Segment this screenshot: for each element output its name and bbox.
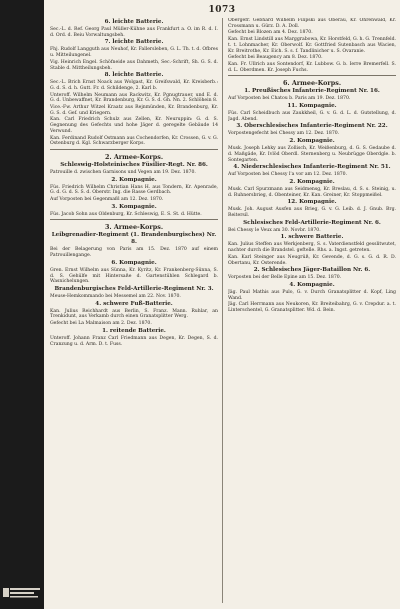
column-divider <box>222 18 223 603</box>
unit-heading: 4. Kompagnie. <box>289 281 335 288</box>
unit-heading: 4. Niederschlesisches Infanterie-Regiment Nr. 51. <box>233 164 391 171</box>
entry-text: Auf Vorposten bei Chatou b. Paris am 19. Dez. 1870. <box>228 96 351 102</box>
entry-text: Obergefr. Gebhard Wilhelm Filipski aus Oberau, Kr. Ohrenwald, Kr. Crossmann u. Gürz. D. A. Doll. <box>228 18 396 29</box>
right-column <box>228 18 396 605</box>
entry-text: Auf Vorposten bei Chessy l'a vor am 12. Dez. 1870. <box>228 172 348 178</box>
entry-text: Unteroff. Johann Franz Carl Friedmann aus Degen, Kr. Degen, S. d. Cranzung u. d. Arm. D. t. Fuss. <box>50 335 218 347</box>
unit-heading: 6. leichte Batterie. <box>104 19 164 25</box>
unit-heading: 6. Kompagnie. <box>111 259 157 266</box>
entry-text: Bei Chessy le Veux am 30. Novbr. 1870. <box>228 227 321 233</box>
entry-text: Kan. Fr. Ullrich aus Sontendorf, Kr. Lubbow. G. b. Ierre Bremerfell. S. d. L. Oberdmen. Kr. Joseph Fuchs. <box>228 61 396 73</box>
unit-heading: Schleswig-Holsteinisches Füsilier-Regt. Nr. 86. <box>60 161 208 168</box>
unit-heading: 3. Kompagnie. <box>111 203 157 210</box>
section-divider <box>50 219 218 220</box>
entry-text: Sec.-L. d. Ref. Georg Paul Müller-Kühne aus Frankfurt a. O. im R. d. I. d. Ord. d. Beiu Vorwaltungsbeh. <box>50 27 218 38</box>
entry-text: Kan. Karl Steinger aus Neugrüß, Kr. Gevende, d. G. s. G. d. R. D. Obertanu, Kr. Osterende. <box>228 254 396 266</box>
entry-text: Gren. Ernst Wilhelm aus Sünna, Kr. Kyritz, Kr. Frankenberg-Sünna, S. d. S. Gehülfe mit Hintersaße d. Gartenstühlen Schlegard b. Wasnichelungen. <box>50 267 218 285</box>
unit-heading: Brandenburgisches Feld-Artillerie-Regiment Nr. 3. <box>54 285 214 292</box>
entry-text: Vice.-Fw. Arthur Witzel Kraatz aus Rejnmünden, Kr. Brandenburg, Kr. G. S. d. Gef. und Kriegern. <box>50 105 218 116</box>
unit-heading: 1. schwere Batterie. <box>280 234 344 241</box>
entry-text: Jäg. Carl Herrmann aus Neukoren, Kr. Breiteibahrg, G. v. Crepdur. a. t. Linterschentel, G. Granatsplitter. Wd. d. Bein. <box>228 302 396 314</box>
library-stamp-logo <box>2 585 42 601</box>
corps-heading: 6. Armee-Korps. <box>282 79 342 88</box>
entry-text: Füs. Friedrich Wilhelm Christian Hans H. aus Tondern, Kr. Apenrade, G. d. G. d. S. S. d. Oberstr. Ing. die Rasse Gerdbach. <box>50 184 218 196</box>
entry-text: Kan. Julius Reichhardt aus Berlin, S. Franz. Mann. Ruhlar, an Trenkidunt, aus Verkamb durch einen Granatsplitter Werg. <box>50 308 218 320</box>
entry-text: Kan. Julius Steffen aus Werkjenberg, S. s. Vaterdienstfeld gesslitwutet, nachter durch die Brandstel. geftelle. Rhs. a. Ingst. getreten. <box>228 242 396 254</box>
unit-heading: 2. Kompagnie. <box>289 178 335 185</box>
unit-heading: 2. Schlesisches Jäger-Bataillon Nr. 6. <box>253 267 371 274</box>
left-column <box>50 18 218 605</box>
entry-text: Vorpostengefecht bei Chessy am 12. Dez. 1870. <box>228 131 340 137</box>
unit-heading: 2. Kompagnie. <box>111 176 157 183</box>
entry-text: Kan. Ferdinand Rudolf Ostmann aus Cochendorfen, Kr. Crossen, G. v. G. Ostenburg d. Kgl. Schwarzberger Korps. <box>50 135 218 147</box>
entry-text: Kan. Carl Friedrich Schulz aus Zellen, Kr. Neuruppin: G. d. S. Gegnenung des Gefechts und hohe Jäger d. geregelte Gebäude 14 Verwund. <box>50 117 218 134</box>
entry-text: Gefecht bei Beaugency am 8. Dez. 1870. <box>228 55 323 61</box>
entry-text: Unteroff. Wilhelm Neumann aus Rackwitz, Kr. Pgnugtrauer, und E. d. G. d. Unbewaffnet, Kr. Brandenburg, Kr. G. S. d. Gh. Nn. 2. Schlöhein 8. <box>50 92 218 104</box>
document-page <box>44 0 400 609</box>
entry-text: Bei der Belagerung von Paris am 15. Dez. 1870 auf einem Patrouillengange. <box>50 247 218 259</box>
entry-text: Füs. Carl Scheidbuch aus Zaukkheil, G. v. G. d. L. d. Gutstellung, d. Jagd. Abend. <box>228 111 396 122</box>
unit-heading: 3. Oberschlesisches Infanterie-Regiment Nr. 22. <box>236 123 388 130</box>
section-divider <box>228 75 396 76</box>
unit-heading: 8. leichte Batterie. <box>104 72 164 79</box>
entry-text: Sec.-L. Brich Ernst Noack aus Wolgast, Kr. Greifswald, Kr. Kreisberb.: G. d. S. d. h. Gutt. Fr. d. Schildenge, 2. Karl b. <box>50 80 218 91</box>
unit-heading: 1. Preußisches Infanterie-Regiment Nr. 16. <box>244 88 380 95</box>
entry-text: Patrouille d. zwischen Garnisons und Vegen am 19. Dez. 1870. <box>50 169 196 175</box>
unit-heading: Schlesisches Feld-Artillerie-Regiment Nr. 6. <box>243 219 381 226</box>
entry-text: Musk. Carl Spurzmann aus Seidmensg, Kr. Breslau, d. S. s. Steinig, u. d. Ruhnersbrieg, d. Obenteiner, Kr. Kan. Greiner, Kr. Stoppmeißel. <box>228 186 396 198</box>
corps-heading: 3. Armee-Korps. <box>104 223 164 232</box>
unit-heading: Leibgrenadier-Regiment (1. Brandenburgisches) Nr. 8. <box>51 232 217 246</box>
corps-heading: 2. Armee-Korps. <box>104 152 164 161</box>
unit-heading: 4. schwere Fuß-Batterie. <box>95 300 173 307</box>
entry-text: Musk. Joseph Lehky aus Zollisch, Kr. Weißenburg, d. G. S. Gedaube d. d. Maßgäde, Kr. Ivlöd Oberdl. Sternenberg u. Neubrügge Oberdgle. b. Sontegarten. <box>228 146 396 163</box>
page-number: 1073 <box>208 5 236 15</box>
unit-heading: 1. reitende Batterie. <box>102 327 166 334</box>
entry-text: Jäg. Paul Mathis aus Pulo, G. v. Durch Granatsplitter d. Kopf, Ling Wand. <box>228 289 396 301</box>
section-divider <box>50 149 218 150</box>
unit-heading: 12. Kompagnie. <box>287 199 337 206</box>
unit-heading: 2. Kompagnie. <box>289 138 335 145</box>
entry-text: Füs. Jacob Sohn aus Oldenburg, Kr. Schleswig, E. S. St. d. Hütte. <box>50 211 202 217</box>
entry-text: Musk. Joh. August Ausfen aus Brieg, G. v. G. Leib. d. J. Gnub. Brg. Reitersil. <box>228 207 396 219</box>
unit-heading: 7. leichte Batterie. <box>104 39 164 46</box>
entry-text: Gefecht bei Blozen am 4. Dez. 1870. <box>228 30 313 36</box>
entry-text: Vorposten bei der Belle Epine am 15. Dez. 1870. <box>228 275 342 281</box>
unit-heading: 11. Kompagnie. <box>287 103 337 110</box>
entry-text: Meuse-Hemkommando bei Messemel am 22. Nov. 1870. <box>50 293 181 299</box>
entry-text: Auf Vorposten bei Gegenmaßl am 12. Dez. 1870. <box>50 197 164 203</box>
entry-text: Kan. Ernst Lindstill aus Marggrabowa, Kr. Horstfeld, G. h. G. Trennfeld. t. t. Lohnmacher, Kr. Oberwolf. Kr. Gottfried Sutenbasch aus Wacien, Kr. Breitrothe, Kr. Eich. S. s. f. Tandlinicher u. S. Ovaranie. <box>228 37 396 54</box>
entry-text: Fhj. Rudolf Langguth aus Neuhof, Kr. Fallersleben, G. L. Th. t. d. Ofbres u. Mitteilungenel. <box>50 47 218 59</box>
entry-text: Gefecht bei La Malmaison am 2. Dez. 1870. <box>50 321 152 327</box>
entry-text: Vig. Heinrich Engel. Schöfneide aus Dahmeth, Sec.-Schrift, Sh. G. S. d. Stable d. Mittheilungsbeh. <box>50 59 218 71</box>
